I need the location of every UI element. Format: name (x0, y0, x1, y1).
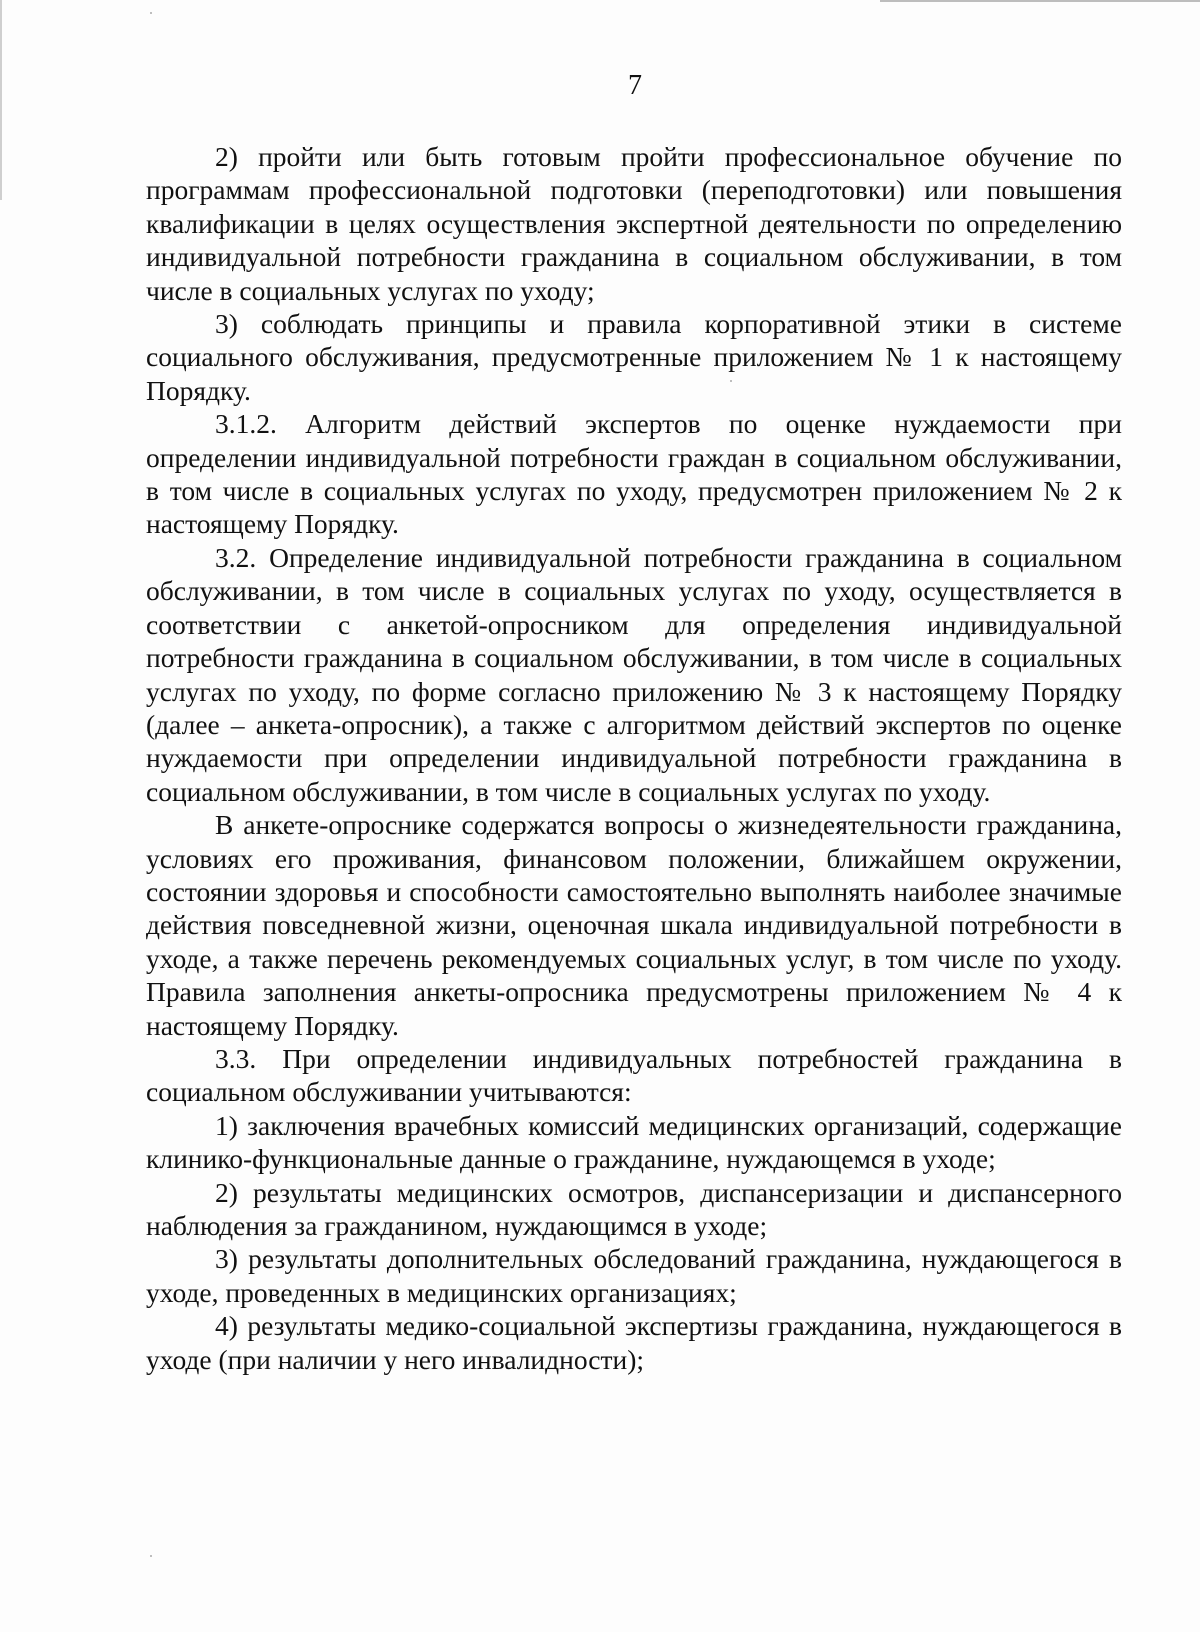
scan-speck (150, 1555, 152, 1557)
page-number: 7 (628, 70, 642, 101)
paragraph-3-3: 3.3. При определении индивидуальных потребностей гражданина в социальном обслуживании учитываются: (146, 1042, 1122, 1108)
paragraph-item-3-ethics: 3) соблюдать принципы и правила корпоративной этики в системе социального обслуживания, предусмотренные приложением № 1 к настоящему Порядку. (146, 308, 1122, 406)
scan-edge-top (880, 0, 1200, 2)
list-item-1: 1) заключения врачебных комиссий медицинских организаций, содержащие клинико-функциональные данные о гражданине, нуждающемся в уходе; (146, 1109, 1122, 1175)
paragraph-questionnaire-content: В анкете-опроснике содержатся вопросы о жизнедеятельности гражданина, условиях его проживания, финансовом положении, ближайшем окружении, состоянии здоровья и способности самостоятельно выполнять наиболее значимые действия повседневной жизни, оценочная шкала индивидуальной потребности в уходе, а также перечень рекомендуемых социальных услуг, в том числе по уходу. Правила заполнения анкеты-опросника предусмотрены приложением № 4 к настоящему Порядку. (146, 809, 1122, 1041)
document-body (146, 140, 1122, 1376)
paragraph-item-2-training: 2) пройти или быть готовым пройти профессиональное обучение по программам профессиональной подготовки (переподготовки) или повышения квалификации в целях осуществления экспертной деятельности по определению индивидуальной потребности гражданина в социальном обслуживании, в том числе в социальных услугах по уходу; (146, 141, 1122, 306)
list-item-3: 3) результаты дополнительных обследований гражданина, нуждающегося в уходе, проведенных в медицинских организациях; (146, 1243, 1122, 1308)
paragraph-3-2: 3.2. Определение индивидуальной потребности гражданина в социальном обслуживании, в том числе в социальных услугах по уходу, осуществляется в соответствии с анкетой-опросником для определения индивидуальной потребности гражданина в социальном обслуживании, в том числе в социальных услугах по уходу, по форме согласно приложению № 3 к настоящему Порядку (далее – анкета-опросник), а также с алгоритмом действий экспертов по оценке нуждаемости при определении индивидуальной потребности гражданина в социальном обслуживании, в том числе в социальных услугах по уходу. (146, 541, 1122, 807)
scan-speck (150, 12, 152, 14)
list-item-2: 2) результаты медицинских осмотров, диспансеризации и диспансерного наблюдения за гражданином, нуждающимся в уходе; (146, 1176, 1122, 1241)
paragraph-3-1-2: 3.1.2. Алгоритм действий экспертов по оценке нуждаемости при определении индивидуальной потребности граждан в социальном обслуживании, в том числе в социальных услугах по уходу, предусмотрен приложением № 2 к настоящему Порядку. (146, 408, 1122, 540)
list-item-4: 4) результаты медико-социальной экспертизы гражданина, нуждающегося в уходе (при наличии у него инвалидности); (146, 1310, 1122, 1375)
